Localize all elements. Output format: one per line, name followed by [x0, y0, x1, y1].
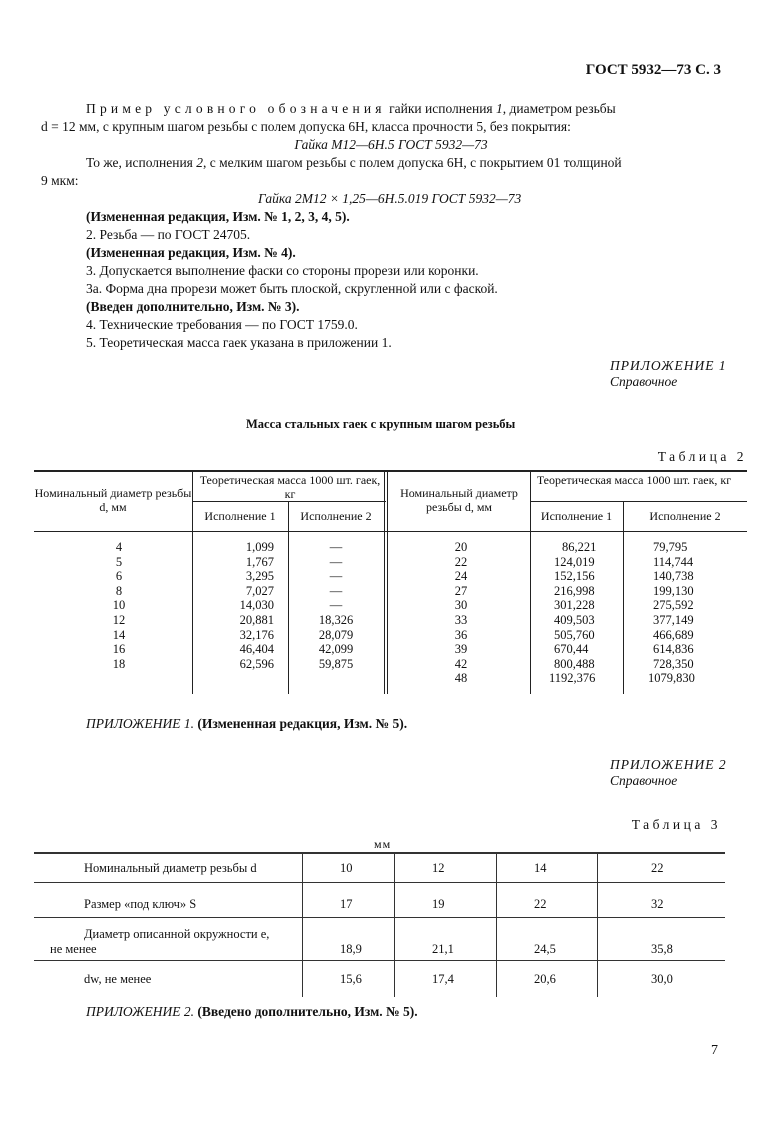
- cell: 18,326: [318, 612, 354, 627]
- cell: 18: [112, 656, 126, 671]
- cell: 114,744: [653, 554, 694, 569]
- row-label-dw: dw, не менее: [84, 972, 152, 986]
- cell: 20: [454, 540, 468, 554]
- cell: 12: [432, 861, 445, 875]
- cell: —: [329, 540, 343, 554]
- cell: 409,503: [554, 612, 595, 627]
- cell: 670,44: [554, 642, 589, 657]
- cell: 1079,830: [648, 671, 695, 686]
- cell: 39: [454, 642, 468, 657]
- items-list: [86, 208, 726, 352]
- cell: 1,099: [245, 540, 274, 554]
- cell: 79,795: [653, 540, 688, 554]
- designation-2: Гайка 2М12 × 1,25—6Н.5.019 ГОСТ 5932—73: [258, 191, 522, 206]
- cell: 275,592: [653, 598, 694, 613]
- appendix-2-note: [86, 1004, 418, 1020]
- list-item: (Измененная редакция, Изм. № 1, 2, 3, 4, 5).: [86, 209, 350, 224]
- cell: 466,689: [653, 627, 694, 642]
- table-2: [34, 470, 747, 694]
- example-text-2: , диаметром резьбы: [502, 101, 616, 116]
- cell: 14: [534, 861, 547, 875]
- row-label-wrench-size: Размер «под ключ» S: [84, 897, 197, 911]
- cell: 48: [454, 671, 468, 686]
- example-paragraph: [86, 100, 726, 118]
- cell: 21,1: [432, 942, 454, 956]
- column-exec2-right: [648, 540, 733, 686]
- column-exec2-left: [298, 540, 374, 671]
- cell: 4: [115, 540, 123, 554]
- cell: 728,350: [653, 656, 694, 671]
- header-exec2-right: Исполнение 2: [649, 509, 721, 523]
- cell: 17,4: [432, 972, 454, 986]
- note-ref: ПРИЛОЖЕНИЕ 1.: [86, 716, 194, 731]
- cell: 24,5: [534, 942, 556, 956]
- list-item: 3. Допускается выполнение фаски со стороны прорези или коронки.: [86, 263, 479, 278]
- cell: 42: [454, 656, 468, 671]
- example-line-2: d = 12 мм, с крупным шагом резьбы с полем допуска 6Н, класса прочности 5, без покрытия:: [41, 119, 571, 134]
- cell: 199,130: [653, 583, 694, 598]
- cell: 24: [454, 569, 468, 584]
- note-text: (Измененная редакция, Изм. № 5).: [193, 716, 408, 731]
- appendix-2-heading: [610, 757, 727, 789]
- cell: —: [329, 569, 343, 584]
- cell: 3,295: [245, 569, 274, 584]
- cell: 505,760: [554, 627, 595, 642]
- cell: 86,221: [562, 540, 597, 554]
- table-2-caption: Масса стальных гаек с крупным шагом резьбы: [246, 417, 516, 431]
- cell: 32,176: [239, 627, 274, 642]
- header-exec1-left: Исполнение 1: [204, 509, 276, 523]
- cell: 28,079: [318, 627, 354, 642]
- cell: 5: [115, 554, 123, 569]
- row-label-diameter: Номинальный диаметр резьбы d: [84, 861, 257, 875]
- line3-text-2: , с мелким шагом резьбы с полем допуска 6Н, с покрытием 01 толщиной: [203, 155, 622, 170]
- cell: 15,6: [340, 972, 362, 986]
- cell: 22: [651, 861, 664, 875]
- row-label-circumscribed-l2: не менее: [50, 942, 97, 956]
- cell: 614,836: [653, 642, 694, 657]
- cell: 12: [112, 612, 126, 627]
- cell: 152,156: [554, 569, 595, 584]
- appendix-1-note: [86, 716, 407, 732]
- cell: 46,404: [239, 642, 274, 657]
- cell: —: [329, 583, 343, 598]
- example-line-3: [86, 154, 746, 172]
- cell: —: [329, 598, 343, 613]
- list-item: 5. Теоретическая масса гаек указана в приложении 1.: [86, 335, 392, 350]
- row-label-circumscribed-l1: Диаметр описанной окружности e,: [84, 927, 270, 941]
- cell: 6: [115, 569, 123, 584]
- table-2-label: Таблица 2: [657, 449, 747, 464]
- line3-text: То же, исполнения: [86, 155, 197, 170]
- cell: 140,738: [653, 569, 694, 584]
- cell: 20,6: [534, 972, 556, 986]
- cell: 1192,376: [549, 671, 596, 686]
- example-line-4: 9 мкм:: [41, 173, 79, 188]
- table-3-label: Таблица 3: [631, 817, 721, 832]
- example-lead: Пример условного обозначения: [86, 101, 386, 116]
- list-item: 3а. Форма дна прорези может быть плоской, скругленной или с фаской.: [86, 281, 498, 296]
- cell: 124,019: [554, 554, 595, 569]
- column-d-left: [94, 540, 144, 671]
- cell: 377,149: [653, 612, 694, 627]
- cell: 19: [432, 897, 445, 911]
- cell: 14,030: [239, 598, 274, 613]
- gost-header: ГОСТ 5932—73 С. 3: [585, 62, 721, 78]
- cell: 1,767: [245, 554, 274, 569]
- cell: 59,875: [318, 656, 354, 671]
- list-item: (Введен дополнительно, Изм. № 3).: [86, 299, 300, 314]
- appendix-1-subtitle: Справочное: [610, 374, 678, 389]
- header-diameter-left: Номинальный диаметр резьбы d, мм: [34, 486, 192, 514]
- list-item: (Измененная редакция, Изм. № 4).: [86, 245, 296, 260]
- appendix-2-subtitle: Справочное: [610, 773, 678, 788]
- cell: 30,0: [651, 972, 673, 986]
- appendix-2-title: ПРИЛОЖЕНИЕ 2: [610, 757, 727, 772]
- list-item: 4. Технические требования — по ГОСТ 1759.0.: [86, 317, 358, 332]
- cell: 36: [454, 627, 468, 642]
- cell: 8: [115, 583, 123, 598]
- list-item: 2. Резьба — по ГОСТ 24705.: [86, 227, 251, 242]
- cell: 7,027: [245, 583, 274, 598]
- example-text: гайки исполнения: [385, 101, 497, 116]
- cell: 18,9: [340, 942, 362, 956]
- header-mass-left: Теоретическая масса 1000 шт. гаек, кг: [199, 473, 381, 501]
- cell: 33: [454, 612, 468, 627]
- cell: 22: [534, 897, 547, 911]
- appendix-1-title: ПРИЛОЖЕНИЕ 1: [610, 358, 727, 373]
- cell: 216,998: [554, 583, 595, 598]
- table-3: [34, 852, 725, 997]
- cell: 17: [340, 897, 353, 911]
- column-d-right: [436, 540, 486, 686]
- header-diameter-right: Номинальный диаметр резьбы d, мм: [400, 486, 518, 514]
- cell: 27: [454, 583, 468, 598]
- cell: 22: [454, 554, 468, 569]
- designation-1: Гайка М12—6Н.5 ГОСТ 5932—73: [294, 137, 488, 152]
- cell: 10: [340, 861, 353, 875]
- cell: 20,881: [239, 612, 274, 627]
- cell: 32: [651, 897, 664, 911]
- cell: 10: [112, 598, 126, 613]
- column-exec1-left: [204, 540, 274, 671]
- header-exec2-left: Исполнение 2: [300, 509, 372, 523]
- header-mass-right: Теоретическая масса 1000 шт. гаек, кг: [536, 473, 732, 487]
- note-ref: ПРИЛОЖЕНИЕ 2.: [86, 1004, 194, 1019]
- cell: 800,488: [554, 656, 595, 671]
- cell: 30: [454, 598, 468, 613]
- appendix-1-heading: [610, 358, 727, 390]
- note-text: (Введено дополнительно, Изм. № 5).: [193, 1004, 418, 1019]
- cell: 35,8: [651, 942, 673, 956]
- cell: 301,228: [554, 598, 595, 613]
- cell: 14: [112, 627, 126, 642]
- table-3-unit: мм: [374, 837, 392, 851]
- cell: —: [329, 554, 343, 569]
- execution-number: 1: [496, 101, 503, 116]
- cell: 42,099: [318, 642, 354, 657]
- header-exec1-right: Исполнение 1: [540, 509, 613, 523]
- cell: 62,596: [239, 656, 274, 671]
- page-number: 7: [711, 1043, 718, 1058]
- execution-number-2: 2: [196, 155, 203, 170]
- column-exec1-right: [549, 540, 618, 686]
- cell: 16: [112, 642, 126, 657]
